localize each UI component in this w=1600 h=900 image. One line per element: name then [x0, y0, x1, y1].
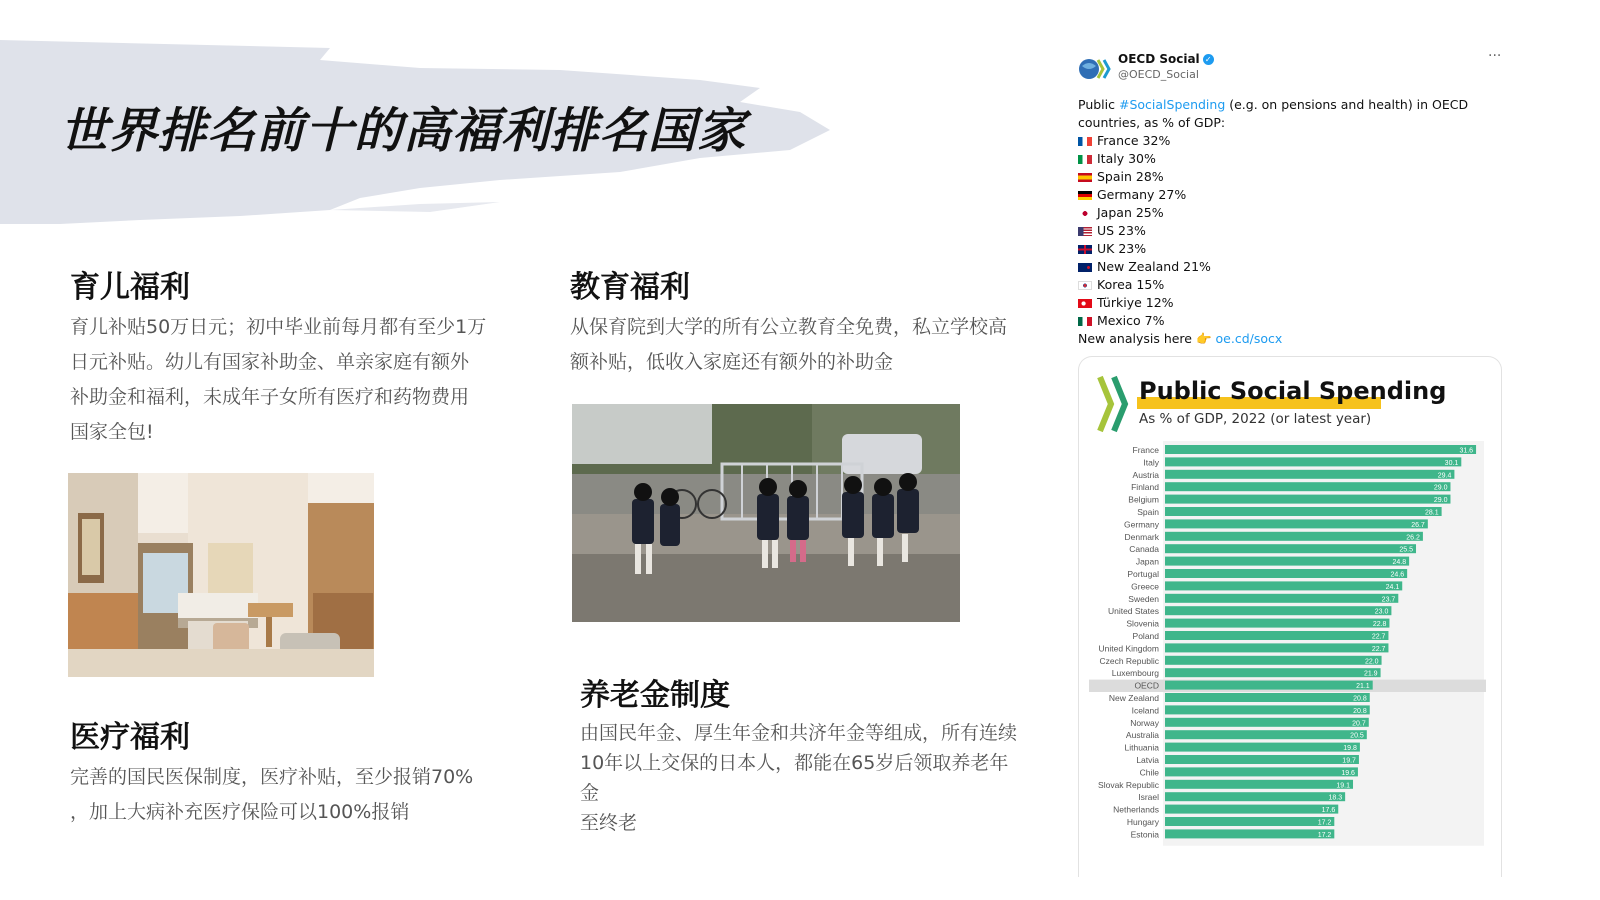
- author-name-text: OECD Social: [1118, 52, 1200, 66]
- category-label: Hungary: [1126, 817, 1159, 827]
- tweet-body: [1078, 96, 1478, 348]
- bar-slovenia: [1165, 619, 1389, 628]
- flag-france-icon: [1078, 137, 1092, 146]
- flag-spain-icon: [1078, 173, 1092, 182]
- bar-norway: [1165, 718, 1369, 727]
- category-label: Czech Republic: [1099, 655, 1159, 666]
- bar-italy: [1165, 457, 1461, 466]
- tweet-list-item: [1078, 132, 1478, 150]
- category-label: Sweden: [1128, 593, 1159, 604]
- item-text: Japan 25%: [1097, 205, 1164, 220]
- value-label: 20.8: [1353, 695, 1367, 703]
- pension-line: 至终老: [580, 812, 638, 834]
- more-options-button[interactable]: ···: [1488, 48, 1502, 64]
- category-label: Greece: [1131, 581, 1159, 592]
- value-label: 25.5: [1399, 546, 1414, 554]
- bar-finland: [1165, 482, 1450, 491]
- category-label: Latvia: [1136, 755, 1159, 765]
- tweet-list-item: [1078, 240, 1478, 258]
- bar-czech-republic: [1165, 656, 1382, 665]
- analysis-link[interactable]: oe.cd/socx: [1215, 331, 1283, 346]
- flag-japan-icon: [1078, 209, 1092, 218]
- medical-line: 完善的国民医保制度，医疗补贴，至少报销70%: [70, 766, 474, 788]
- education-line: 从保育院到大学的所有公立教育全免费，私立学校高: [570, 316, 1008, 338]
- category-label: OECD: [1134, 680, 1159, 691]
- category-label: Israel: [1138, 792, 1159, 803]
- value-label: 19.6: [1341, 769, 1355, 777]
- bar-chile: [1165, 767, 1358, 776]
- flag-italy-icon: [1078, 155, 1092, 164]
- bar-sweden: [1165, 594, 1398, 603]
- bar-greece: [1165, 581, 1402, 590]
- category-label: Iceland: [1131, 705, 1159, 716]
- value-label: 17.2: [1317, 831, 1332, 839]
- tweet-list-item: [1078, 294, 1478, 312]
- category-label: United Kingdom: [1098, 643, 1159, 654]
- bar-portugal: [1165, 569, 1407, 578]
- category-label: Norway: [1130, 717, 1159, 728]
- category-label: Denmark: [1124, 531, 1159, 542]
- category-label: Poland: [1132, 631, 1159, 641]
- item-text: Germany 27%: [1097, 187, 1187, 202]
- bar-france: [1165, 445, 1476, 454]
- value-label: 20.5: [1350, 732, 1364, 740]
- value-label: 29.4: [1437, 472, 1452, 480]
- value-label: 26.2: [1406, 534, 1420, 542]
- bar-oecd: [1165, 681, 1373, 690]
- value-label: 23.7: [1381, 596, 1396, 604]
- tweet-list-item: [1078, 222, 1478, 240]
- value-label: 24.6: [1390, 571, 1405, 579]
- value-label: 17.6: [1321, 807, 1336, 815]
- category-label: Netherlands: [1113, 804, 1159, 815]
- medical-title: 医疗福利: [70, 720, 190, 755]
- tweet-intro: [1078, 96, 1478, 132]
- bar-australia: [1165, 730, 1367, 739]
- tweet-list-item: [1078, 204, 1478, 222]
- bar-united-states: [1165, 606, 1391, 615]
- category-label: Luxembourg: [1111, 668, 1159, 679]
- tweet-analysis-line: [1078, 330, 1478, 348]
- category-label: Austria: [1132, 469, 1159, 480]
- tweet-list-item: [1078, 258, 1478, 276]
- value-label: 17.2: [1317, 819, 1332, 827]
- bar-spain: [1165, 507, 1442, 516]
- value-label: 20.8: [1353, 707, 1367, 715]
- childcare-text: [70, 310, 520, 450]
- bar-chart: [1079, 437, 1501, 877]
- tweet-list-item: [1078, 150, 1478, 168]
- flag-uk-icon: [1078, 245, 1092, 254]
- item-text: Korea 15%: [1097, 277, 1165, 292]
- childcare-line: 育儿补贴50万日元；初中毕业前每月都有至少1万: [70, 316, 487, 338]
- value-label: 19.1: [1336, 782, 1351, 790]
- flag-new-zealand-icon: [1078, 263, 1092, 272]
- pointing-hand-icon: 👉: [1195, 331, 1212, 346]
- chart-subtitle: As % of GDP, 2022 (or latest year): [1139, 411, 1372, 427]
- category-label: Lithuania: [1124, 742, 1159, 753]
- value-label: 24.1: [1385, 583, 1400, 591]
- value-label: 22.8: [1372, 621, 1387, 629]
- category-label: United States: [1107, 606, 1159, 617]
- bar-austria: [1165, 470, 1454, 479]
- pension-line: 10年以上交保的日本人，都能在65岁后领取养老年金: [580, 752, 1009, 804]
- item-text: UK 23%: [1097, 241, 1147, 256]
- bar-poland: [1165, 631, 1388, 640]
- oecd-tweet: [1078, 46, 1518, 896]
- value-label: 29.0: [1433, 497, 1448, 505]
- analysis-prefix: New analysis here: [1078, 331, 1196, 346]
- item-text: Spain 28%: [1097, 169, 1164, 184]
- chart-title: Public Social Spending: [1139, 377, 1447, 405]
- value-label: 20.7: [1352, 720, 1366, 728]
- oecd-chevron-logo-icon: [1097, 375, 1131, 433]
- hashtag-link[interactable]: #SocialSpending: [1118, 97, 1226, 112]
- education-title: 教育福利: [570, 270, 690, 305]
- flag-mexico-icon: [1078, 317, 1092, 326]
- value-label: 19.8: [1343, 745, 1357, 753]
- category-label: Spain: [1137, 507, 1159, 517]
- value-label: 29.0: [1433, 484, 1448, 492]
- category-label: Australia: [1125, 730, 1159, 741]
- children-walking-photo: [572, 404, 960, 622]
- chart-card[interactable]: [1078, 356, 1502, 877]
- bar-canada: [1165, 544, 1416, 553]
- childcare-line: 补助金和福利，未成年子女所有医疗和药物费用: [70, 386, 470, 408]
- tweet-author-name[interactable]: [1118, 52, 1214, 66]
- bar-slovak-republic: [1165, 780, 1353, 789]
- value-label: 22.7: [1371, 633, 1386, 641]
- value-label: 19.7: [1342, 757, 1356, 765]
- intro-suffix: (e.g. on pensions and health) in OECD countries, as % of GDP:: [1078, 97, 1469, 130]
- category-label: Portugal: [1127, 569, 1159, 579]
- intro-prefix: Public: [1078, 97, 1119, 112]
- bar-japan: [1165, 557, 1409, 566]
- category-label: Italy: [1143, 457, 1159, 468]
- item-text: New Zealand 21%: [1097, 259, 1211, 274]
- childcare-title: 育儿福利: [70, 270, 190, 305]
- value-label: 30.1: [1444, 459, 1459, 467]
- bar-germany: [1165, 519, 1428, 528]
- bar-united-kingdom: [1165, 643, 1388, 652]
- category-label: Slovenia: [1126, 618, 1159, 629]
- bar-belgium: [1165, 495, 1450, 504]
- tweet-list-item: [1078, 168, 1478, 186]
- value-label: 22.7: [1371, 645, 1386, 653]
- page-title: 世界排名前十的高福利排名国家: [60, 103, 747, 159]
- item-text: Mexico 7%: [1097, 313, 1165, 328]
- verified-icon: ✓: [1203, 54, 1214, 65]
- item-text: US 23%: [1097, 223, 1146, 238]
- category-label: New Zealand: [1108, 693, 1159, 703]
- item-text: Türkiye 12%: [1097, 295, 1174, 310]
- bar-new-zealand: [1165, 693, 1370, 702]
- flag-us-icon: [1078, 227, 1092, 236]
- value-label: 21.1: [1356, 683, 1370, 691]
- value-label: 21.9: [1363, 670, 1378, 678]
- value-label: 23.0: [1374, 608, 1389, 616]
- bar-latvia: [1165, 755, 1359, 764]
- childcare-line: 国家全包!: [70, 421, 154, 443]
- bar-israel: [1165, 792, 1345, 801]
- bar-lithuania: [1165, 743, 1360, 752]
- bar-denmark: [1165, 532, 1423, 541]
- category-label: Canada: [1129, 544, 1159, 555]
- childcare-line: 日元补贴。幼儿有国家补助金、单亲家庭有额外: [70, 351, 470, 373]
- flag-turkiye-icon: [1078, 299, 1092, 308]
- category-label: France: [1132, 445, 1159, 455]
- education-text: [570, 310, 1040, 380]
- tweet-author-handle[interactable]: @OECD_Social: [1118, 68, 1199, 81]
- bar-luxembourg: [1165, 668, 1381, 677]
- value-label: 28.1: [1424, 509, 1439, 517]
- value-label: 26.7: [1411, 521, 1425, 529]
- category-label: Estonia: [1130, 829, 1159, 840]
- bar-hungary: [1165, 817, 1334, 826]
- category-label: Chile: [1139, 767, 1159, 778]
- tweet-list-item: [1078, 276, 1478, 294]
- hospital-room-photo: [68, 473, 374, 677]
- pension-title: 养老金制度: [580, 678, 730, 713]
- pension-line: 由国民年金、厚生年金和共济年金等组成，所有连续: [580, 722, 1018, 744]
- category-label: Germany: [1124, 519, 1159, 530]
- oecd-logo-icon[interactable]: [1078, 54, 1114, 84]
- flag-germany-icon: [1078, 191, 1092, 200]
- category-label: Japan: [1135, 556, 1159, 567]
- medical-line: ，加上大病补充医疗保险可以100%报销: [70, 801, 410, 823]
- tweet-list-item: [1078, 312, 1478, 330]
- category-label: Slovak Republic: [1098, 779, 1159, 790]
- flag-korea-icon: [1078, 281, 1092, 290]
- value-label: 18.3: [1328, 794, 1343, 802]
- category-label: Belgium: [1128, 494, 1159, 505]
- value-label: 31.6: [1459, 447, 1474, 455]
- value-label: 22.0: [1364, 658, 1379, 666]
- medical-text: [70, 760, 530, 830]
- bar-iceland: [1165, 705, 1370, 714]
- item-text: Italy 30%: [1097, 151, 1156, 166]
- bar-netherlands: [1165, 805, 1338, 814]
- education-line: 额补贴，低收入家庭还有额外的补助金: [570, 351, 894, 373]
- pension-text: [580, 718, 1020, 838]
- tweet-list-item: [1078, 186, 1478, 204]
- bar-estonia: [1165, 829, 1334, 838]
- item-text: France 32%: [1097, 133, 1171, 148]
- category-label: Finland: [1131, 482, 1159, 493]
- value-label: 24.8: [1392, 559, 1407, 567]
